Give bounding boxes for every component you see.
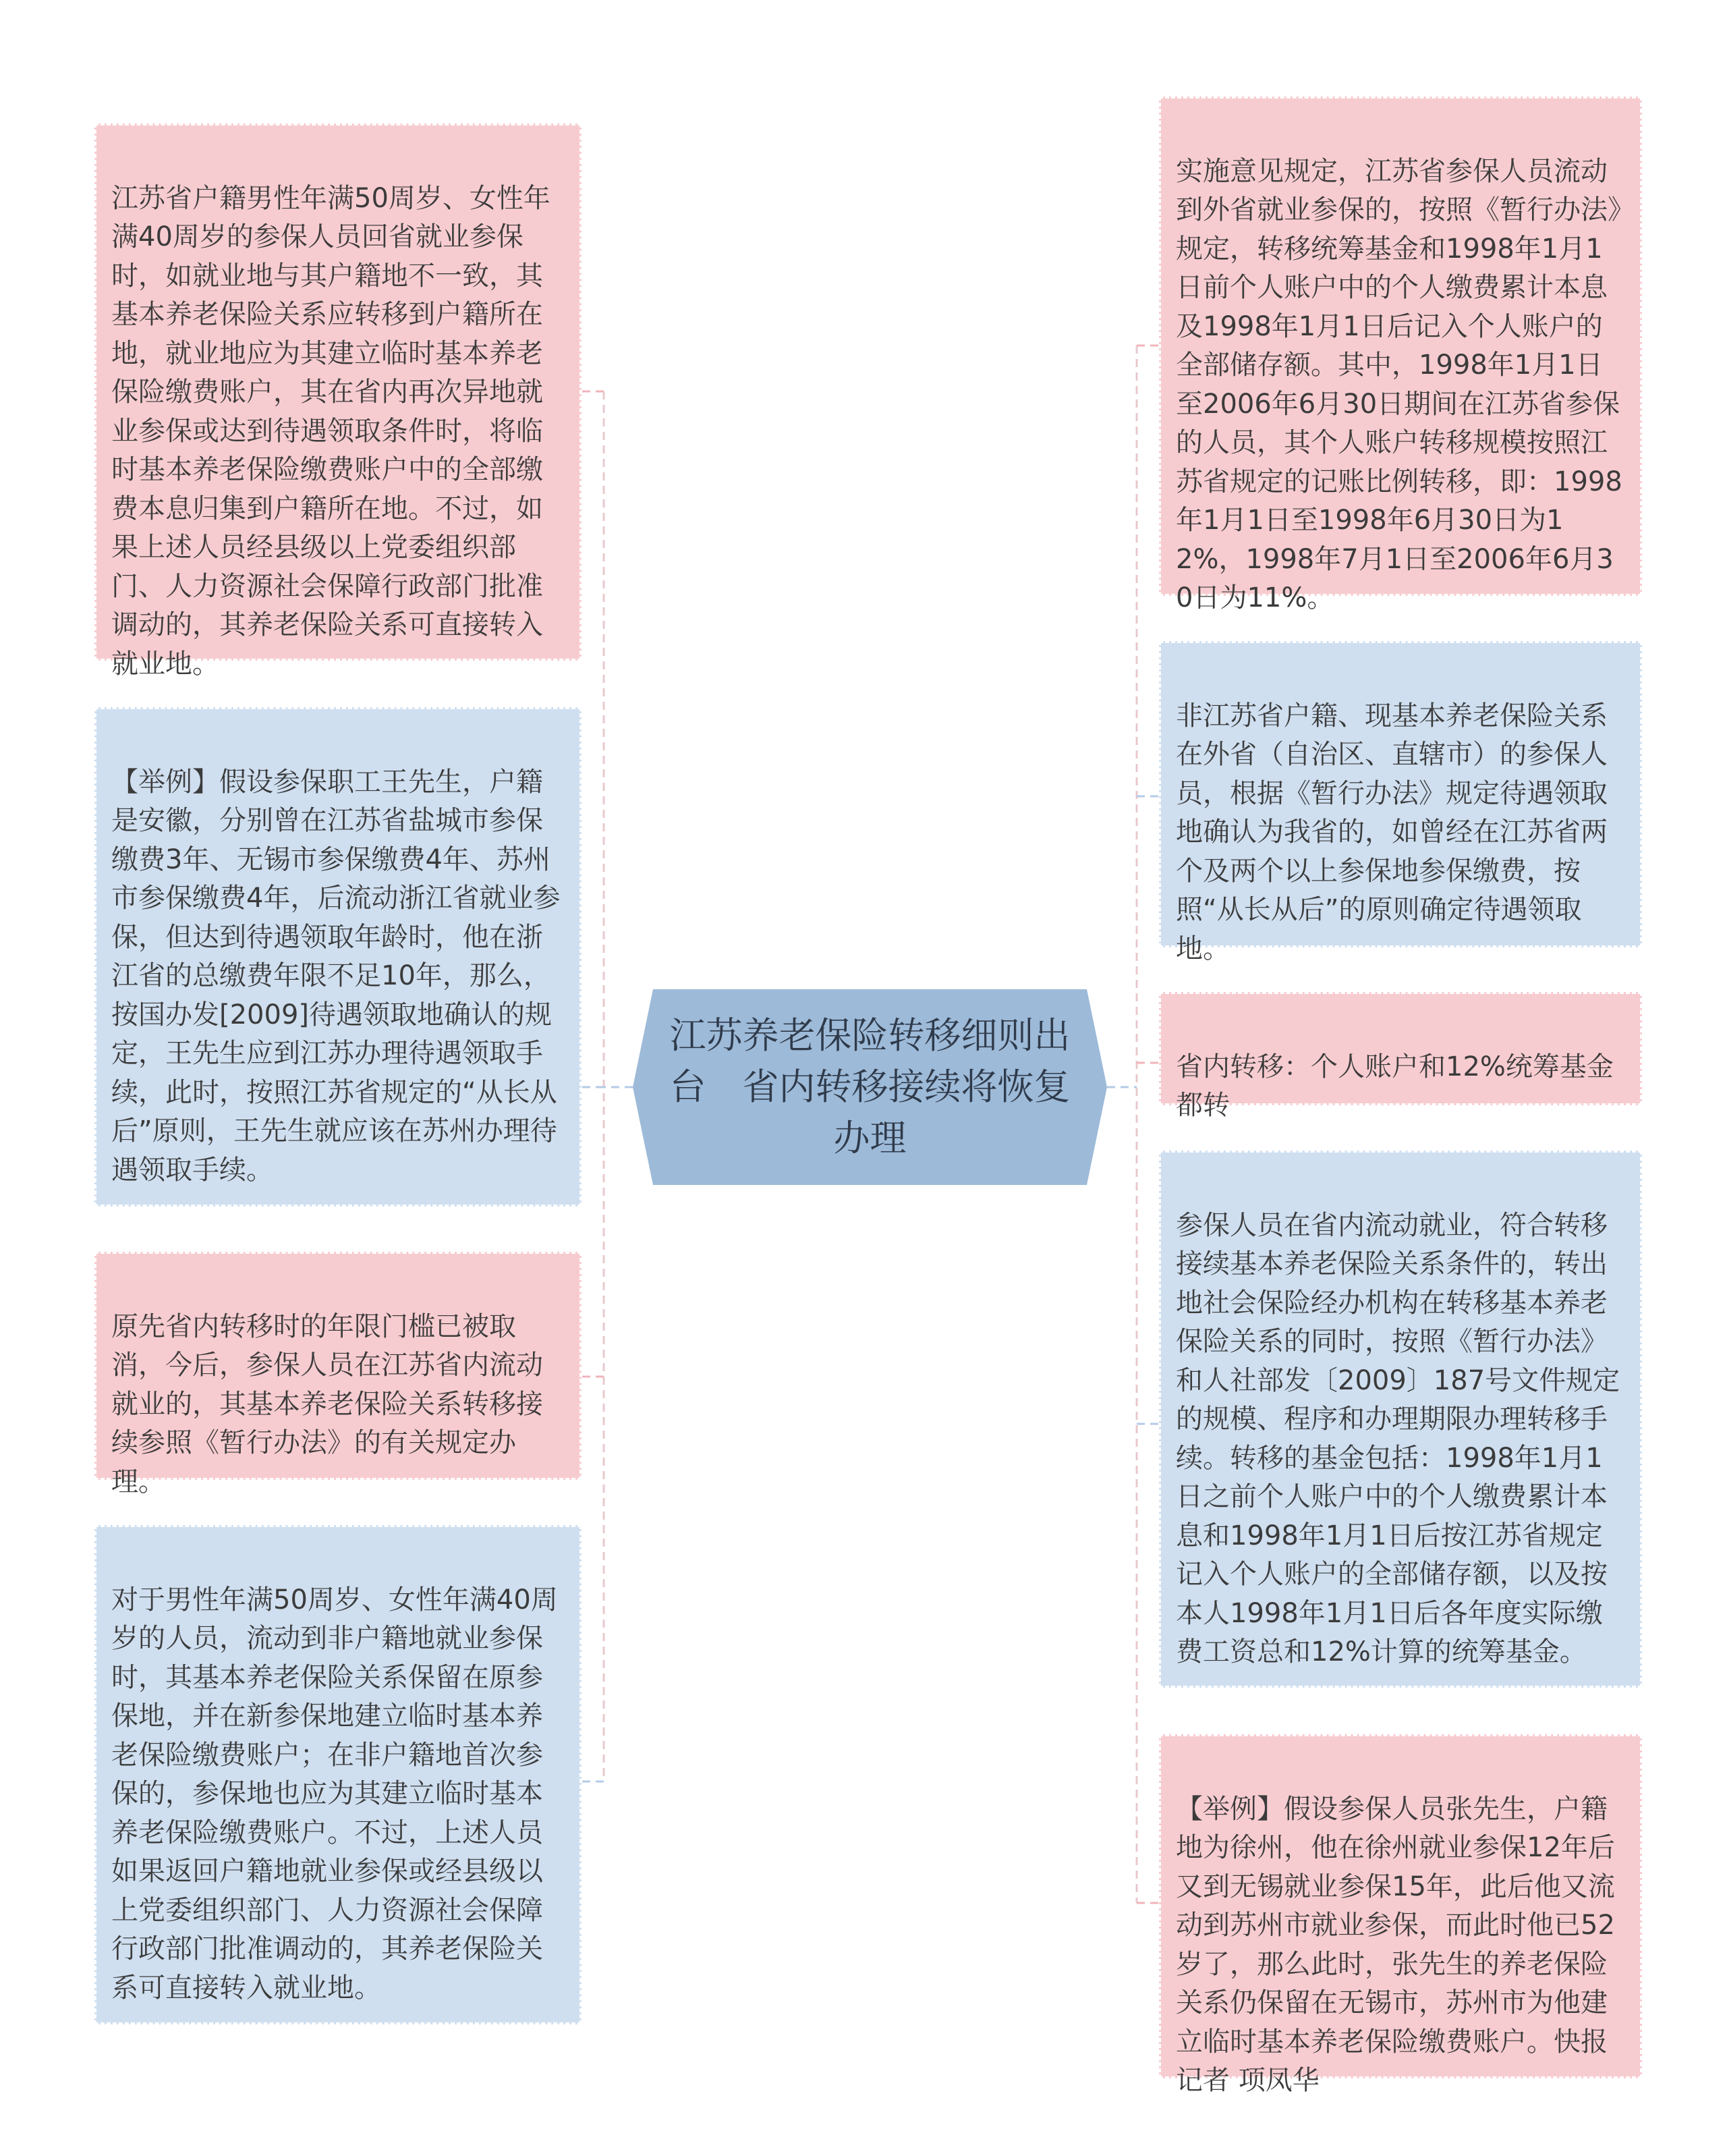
right-node-2-text: 非江苏省户籍、现基本养老保险关系在外省（自治区、直辖市）的参保人员，根据《暂行办法》规定待遇领取地确认为我省的，如曾经在江苏省两个及两个以上参保地参保缴费，按照“从长从后”的原则确定待遇领取地。 [1176, 700, 1608, 964]
right-node-2[interactable] [1159, 641, 1642, 964]
left-node-2-text: 【举例】假设参保职工王先生，户籍是安徽，分别曾在江苏省盐城市参保缴费3年、无锡市参保缴费4年、苏州市参保缴费4年，后流动浙江省就业参保，但达到待遇领取年龄时，他在浙江省的总缴费年限不足10年，那么，按国办发[2009]待遇领取地确认的规定，王先生应到江苏办理待遇领取手续，此时，按照江苏省规定的“从长从后”原则，王先生就应该在苏州办理待遇领取手续。 [111, 766, 561, 1186]
right-node-4[interactable] [1159, 1151, 1642, 1688]
left-node-2[interactable] [94, 707, 582, 1207]
right-node-1[interactable] [1159, 96, 1642, 613]
left-node-4[interactable] [94, 1525, 582, 2024]
right-node-4-text: 参保人员在省内流动就业，符合转移接续基本养老保险关系条件的，转出地社会保险经办机构在转移基本养老保险关系的同时，按照《暂行办法》和人社部发〔2009〕187号文件规定的规模、程序和办理期限办理转移手续。转移的基金包括：1998年1月1日之前个人账户中的个人缴费累计本息和1998年1月1日后按江苏省规定记入个人账户的全部储存额，以及按本人1998年1月1日后各年度实际缴费工资总和12%计算的统筹基金。 [1176, 1209, 1620, 1667]
right-node-5[interactable] [1159, 1734, 1642, 2096]
left-node-1[interactable] [94, 123, 582, 680]
right-node-3[interactable] [1159, 992, 1642, 1121]
center-topic[interactable] [633, 989, 1107, 1185]
left-node-4-text: 对于男性年满50周岁、女性年满40周岁的人员，流动到非户籍地就业参保时，其基本养老保险关系保留在原参保地，并在新参保地建立临时基本养老保险缴费账户；在非户籍地首次参保的，参保地也应为其建立临时基本养老保险缴费账户。不过，上述人员如果返回户籍地就业参保或经县级以上党委组织部门、人力资源社会保障行政部门批准调动的，其养老保险关系可直接转入就业地。 [111, 1584, 558, 2003]
left-node-1-text: 江苏省户籍男性年满50周岁、女性年满40周岁的参保人员回省就业参保时，如就业地与其户籍地不一致，其基本养老保险关系应转移到户籍所在地，就业地应为其建立临时基本养老保险缴费账户，其在省内再次异地就业参保或达到待遇领取条件时，将临时基本养老保险缴费账户中的全部缴费本息归集到户籍所在地。不过，如果上述人员经县级以上党委组织部门、人力资源社会保障行政部门批准调动的，其养老保险关系可直接转入就业地。 [111, 182, 550, 680]
right-node-3-text: 省内转移：个人账户和12%统筹基金都转 [1176, 1051, 1614, 1121]
left-node-3-text: 原先省内转移时的年限门槛已被取消，今后，参保人员在江苏省内流动就业的，其基本养老保险关系转移接续参照《暂行办法》的有关规定办理。 [111, 1310, 543, 1497]
right-node-5-text: 【举例】假设参保人员张先生，户籍地为徐州，他在徐州就业参保12年后又到无锡就业参保15年，此后他又流动到苏州市就业参保，而此时他已52岁了，那么此时，张先生的养老保险关系仍保留在无锡市，苏州市为他建立临时基本养老保险缴费账户。快报记者 项凤华 [1176, 1793, 1615, 2096]
center-topic-title: 江苏养老保险转移细则出台 省内转移接续将恢复办理 [669, 1014, 1071, 1159]
right-node-1-text: 实施意见规定，江苏省参保人员流动到外省就业参保的，按照《暂行办法》规定，转移统筹基金和1998年1月1日前个人账户中的个人缴费累计本息及1998年1月1日后记入个人账户的全部储存额。其中，1998年1月1日至2006年6月30日期间在江苏省参保的人员，其个人账户转移规模按照江苏省规定的记账比例转移，即：1998年1月1日至1998年6月30日为12%，1998年7月1日至2006年6月30日为11%。 [1176, 155, 1622, 613]
left-node-3[interactable] [94, 1252, 582, 1497]
